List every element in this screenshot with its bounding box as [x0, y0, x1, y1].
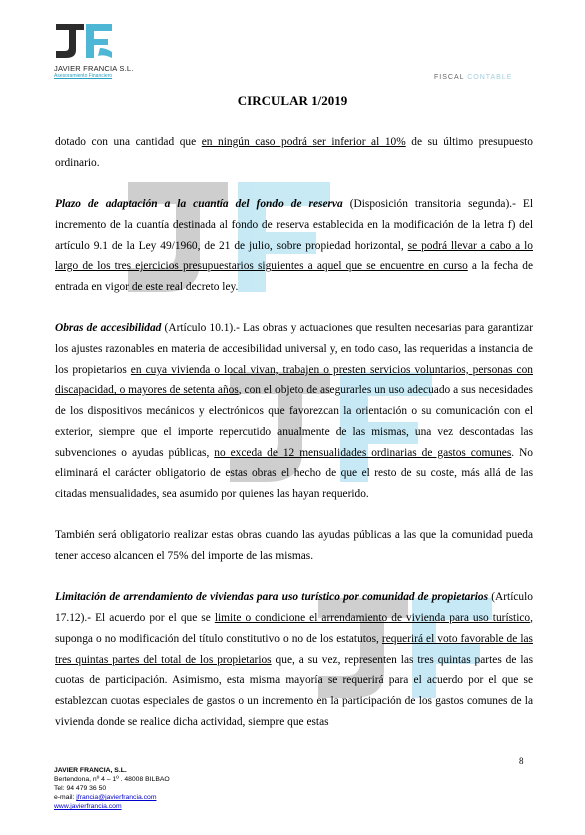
header-contable: CONTABLE: [467, 74, 513, 81]
logo-c-curve: [98, 48, 112, 58]
footer-company-name: JAVIER FRANCIA, S.L.: [54, 767, 127, 774]
page-title: CIRCULAR 1/2019: [237, 93, 348, 108]
company-logo: [54, 22, 114, 60]
footer-phone: Tel: 94 479 36 50: [54, 785, 107, 792]
footer: [54, 766, 170, 811]
footer-email-link[interactable]: jfrancia@javierfrancia.com: [76, 794, 157, 801]
company-tagline: Asesoramiento Financiero: [54, 73, 113, 79]
logo-j-shape: [56, 24, 84, 58]
footer-email-line: e-mail: jfrancia@javierfrancia.com: [54, 794, 157, 801]
footer-website-link[interactable]: www.javierfrancia.com: [54, 803, 122, 810]
footer-address: Bertendona, nº 4 – 1º . 48008 BILBAO: [54, 776, 170, 783]
page-number: 8: [519, 756, 524, 766]
paragraph-accessibility-aid: También será obligatorio realizar estas obras cuando las ayudas públicas a las que la comunidad pueda tener acceso alcancen el 75% del importe de las mismas.: [55, 529, 533, 563]
paragraph-reserve-adaptation: Plazo de adaptación a la cuantía del fondo de reserva (Disposición transitoria segunda).- El incremento de la cuantía destinada al fondo de reserva establecida en la modificación de la letra f) del artículo 9.1 de la Ley 49/1960, de 21 de julio, sobre propiedad horizontal, se podrá llevar a cabo a lo largo de los tres ejercicios presupuestarios siguientes a aquel que se encuentre en curso a la fecha de entrada en vigor de este real decreto ley.: [55, 198, 534, 293]
paragraph-accessibility: Obras de accesibilidad (Artículo 10.1).- Las obras y actuaciones que resulten necesarias para garantizar los ajustes razonables en materia de accesibilidad universal y, en todo caso, las requeridas a instancia de los propietarios en cuya vivienda o local vivan, trabajen o presten servicios voluntarios, personas con discapacidad, o mayores de setenta años, con el objeto de asegurarles un uso adecuado a sus necesidades de los dispositivos mecánicos y electrónicos que favorezcan la orientación o su comunicación con el exterior, siempre que el importe repercutido anualmente de las mismas, una vez descontadas las subvenciones o ayudas públicas, no exceda de 12 mensualidades ordinarias de gastos comunes. No eliminará el carácter obligatorio de estas obras el hecho de que el resto de su coste, más allá de las citadas mensualidades, sea asumido por quienes las hayan requerido.: [55, 322, 533, 500]
document-body: [55, 132, 533, 753]
heading-tourist-rental: Limitación de arrendamiento de viviendas para uso turístico por comunidad de propietarios: [55, 591, 489, 604]
paragraph-tourist-rental: Limitación de arrendamiento de viviendas para uso turístico por comunidad de propietarios (Artículo 17.12).- El acuerdo por el que se limite o condicione el arrendamiento de vivienda para uso turístico, suponga o no modificación del título constitutivo o no de los estatutos, requerirá el voto favorable de las tres quintas partes del total de los propietarios que, a su vez, representen las tres quintas partes de las cuotas de participación. Asimismo, esta misma mayoría se requerirá para el acuerdo por el que se establezcan cuotas especiales de gastos o un incremento en la participación de los gastos comunes de la vivienda donde se realice dicha actividad, siempre que estas: [55, 591, 534, 728]
header-fiscal: FISCAL: [434, 74, 465, 81]
heading-accessibility: Obras de accesibilidad: [55, 322, 162, 335]
heading-reserve-adaptation: Plazo de adaptación a la cuantía del fondo de reserva: [55, 198, 343, 211]
header-services: [434, 74, 512, 81]
company-name: JAVIER FRANCIA S.L.: [54, 64, 134, 73]
paragraph-reserve-fund: dotado con una cantidad que en ningún caso podrá ser inferior al 10% de su último presupuesto ordinario.: [55, 136, 533, 169]
